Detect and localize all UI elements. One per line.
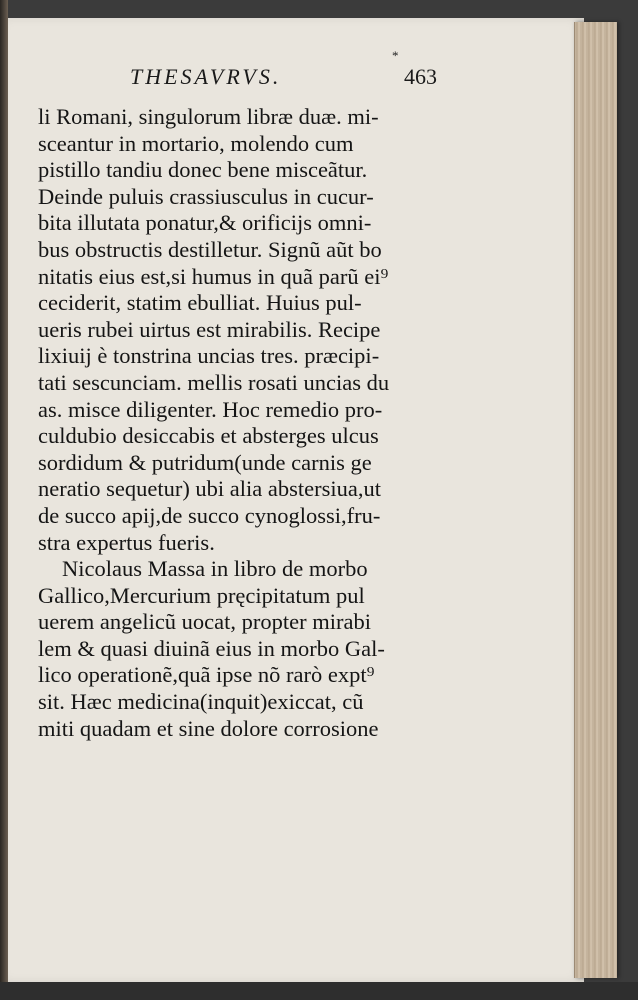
text-line: ceciderit, statim ebulliat. Huius pul- — [38, 290, 362, 316]
book-left-edge — [0, 0, 8, 1000]
text-line: nitatis eius est,si humus in quã parũ ei⁹ — [38, 263, 389, 289]
text-line: as. misce diligenter. Hoc remedio pro- — [38, 396, 383, 422]
text-line: bita illutata ponatur,& orificijs omni- — [38, 210, 372, 236]
paragraph-start-line: Nicolaus Massa in libro de morbo — [62, 556, 368, 582]
text-line: ueris rubei uirtus est mirabilis. Recipe — [38, 316, 381, 342]
text-line: sordidum & putridum(unde carnis ge — [38, 449, 372, 475]
text-line: de succo apij,de succo cynoglossi,fru- — [38, 502, 381, 528]
text-line: sit. Hæc medicina(inquit)exiccat, cũ — [38, 689, 364, 715]
text-line: uerem angelicũ uocat, propter mirabi — [38, 609, 371, 635]
page-number: 463 — [404, 64, 437, 89]
text-line: neratio sequetur) ubi alia abstersiua,ut — [38, 476, 382, 502]
text-line: stra expertus fueris. — [38, 529, 215, 555]
printer-mark: * — [392, 48, 399, 63]
text-line: Deinde puluis crassiusculus in cucur- — [38, 183, 374, 209]
text-line: tati sescunciam. mellis rosati uncias du — [38, 369, 390, 395]
text-line: miti quadam et sine dolore corrosione — [38, 715, 379, 741]
text-line: li Romani, singulorum libræ duæ. mi- — [38, 104, 379, 129]
running-head: THESAVRVS. — [130, 64, 282, 89]
book-bottom-edge — [0, 982, 638, 1000]
page-block-edge — [574, 22, 617, 978]
text-block — [38, 104, 458, 742]
text-line: bus obstructis destilletur. Signũ aũt bo — [38, 236, 382, 262]
text-line: pistillo tandiu donec bene misceãtur. — [38, 157, 368, 183]
text-line: culdubio desiccabis et absterges ulcus — [38, 423, 379, 449]
text-line: lixiuij è tonstrina uncias tres. præcipi- — [38, 343, 380, 369]
text-line: lem & quasi diuinã eius in morbo Gal- — [38, 635, 385, 661]
text-line: lico operationẽ,quã ipse nõ rarò expt⁹ — [38, 662, 375, 688]
text-line: Gallico,Mercurium pręcipitatum pul — [38, 582, 365, 608]
text-line: sceantur in mortario, molendo cum — [38, 130, 354, 156]
